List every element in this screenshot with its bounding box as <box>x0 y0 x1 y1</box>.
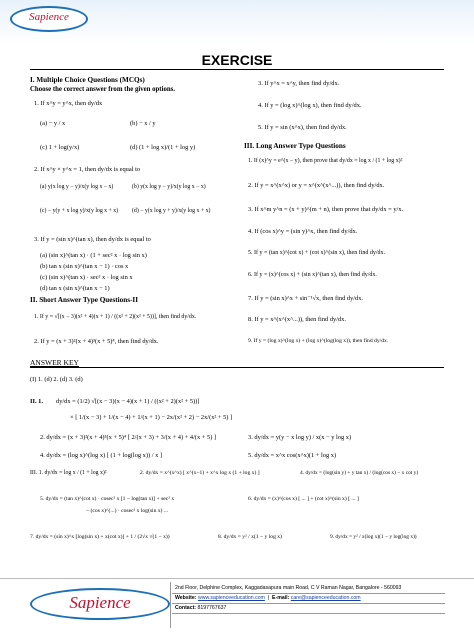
answer-key-iii-8: 8. dy/dx = y² / x(1 − y log x) <box>218 534 282 540</box>
long-answer-q1: 1. If (x)^y = e^(x − y), then prove that dy/dx = log x / (1 + log x)² <box>248 158 403 164</box>
sapience-logo <box>10 6 88 32</box>
answer-key-iii-1: III. 1. dy/dx = log x / (1 + log x)² <box>30 470 107 476</box>
mcq-q3-option-b: (b) tan x (sin x)^(tan x − 1) · cos x <box>40 263 129 270</box>
long-answer-q8: 8. If y = x^(x^(x^...)), then find dy/dx. <box>248 316 346 323</box>
mcq-q2-option-c: (c) − y(y + x log y)/x(y log x + x) <box>40 208 119 214</box>
mcq-q3-option-d: (d) tan x (sin x)^(tan x − 1) <box>40 285 110 292</box>
answer-key-ii-3: 3. dy/dx = y(y − x log y) / x(x − y log x) <box>248 434 352 441</box>
answer-key-rule <box>30 367 444 368</box>
mcq-q2-option-a: (a) y(x log y − y)/x(y log x − x) <box>40 184 114 190</box>
short-answer-q2: 2. If y = (x + 3)²(x + 4)³(x + 5)⁴, then find dy/dx. <box>34 338 159 345</box>
mcq-q1-option-c: (c) 1 + log(y/x) <box>40 144 80 151</box>
mcq-q1-option-a: (a) − y / x <box>40 120 66 127</box>
short-answer-q1: 1. If y = √[(x − 3)(x² + 4)(x + 1) / ((x² + 2)(x² + 5))], then find dy/dx. <box>34 314 197 320</box>
long-answer-q3: 3. If x^m y^n = (x + y)^(m + n), then prove that dy/dx = y/x. <box>248 206 404 213</box>
contact-label: Contact: <box>175 605 197 611</box>
mcq-q1-option-b: (b) − x / y <box>130 120 156 127</box>
answer-key-iii-4: 4. dy/dx = (log(sin y) + y tan x) / (log(cos x) − x cot y) <box>300 470 419 476</box>
mcq-q1: 1. If x^y = y^x, then dy/dx <box>34 100 103 107</box>
answer-key-heading: ANSWER KEY <box>30 358 79 367</box>
mcq-q2: 2. If x^y × y^x = 1, then dy/dx is equal to <box>34 166 141 173</box>
footer-contact-row <box>172 604 445 614</box>
footer-logo-text: Sapience <box>69 593 131 612</box>
short-answer-q3: 3. If y^x = x^y, then find dy/dx. <box>258 80 340 87</box>
answer-key-ii-1-line2: × [ 1/(x − 3) + 1/(x − 4) + 1/(x + 1) − 2x/(x² + 2) − 2x/(x² + 5) ] <box>70 414 233 421</box>
answer-key-ii-5: 5. dy/dx = x^x cos(x^x)(1 + log x) <box>248 452 337 459</box>
title-rule <box>30 69 444 70</box>
page-title: EXERCISE <box>201 52 273 68</box>
mcq-q3-option-c: (c) (sin x)^(tan x) · sec² x · log sin x <box>40 274 133 281</box>
mcq-heading: I. Multiple Choice Questions (MCQs) <box>30 76 145 84</box>
short-answer-q4: 4. If y = (log x)^(log x), then find dy/dx. <box>258 102 362 109</box>
footer-address: 2nd Floor, Delphine Complex, Kaggadasapura main Road, C V Raman Nagar, Bangalore - 560093 <box>172 584 445 594</box>
short-answer-q5: 5. If y = sin (x^x), then find dy/dx. <box>258 124 347 131</box>
logo-text: Sapience <box>29 11 69 23</box>
answer-key-iii-2: 2. dy/dx = x^(x^x) [ x^(x−1) + x^x log x (1 + log x) ] <box>140 470 260 476</box>
long-answer-q4: 4. If (cos x)^y = (sin y)^x, then find dy/dx. <box>248 228 358 235</box>
short-answer-heading: II. Short Answer Type Questions-II <box>30 296 139 304</box>
mcq-q3: 3. If y = (sin x)^(tan x), then dy/dx is equal to <box>34 236 151 243</box>
answer-key-ii-2: 2. dy/dx = (x + 3)²(x + 4)³(x + 5)⁴ [ 2/(x + 3) + 3/(x + 4) + 4/(x + 5) ] <box>40 434 217 441</box>
mcq-q2-option-d: (d) − y(x log y + y)/x(y log x + x) <box>132 208 211 214</box>
contact-number: 8197767637 <box>197 605 227 611</box>
sapience-footer-logo <box>30 588 170 620</box>
answer-key-iii-6: 6. dy/dx = (x)^(cos x) [ ... ] + (cot x)^(sin x) [ ... ] <box>248 496 359 502</box>
website-label: Website: <box>175 595 197 601</box>
long-answer-q5: 5. If y = (tan x)^(cot x) + (cot x)^(sin x), then find dy/dx. <box>248 250 386 256</box>
mcq-q3-option-a: (a) (sin x)^(tan x) · (1 + sec² x · log sin x) <box>40 252 147 259</box>
mcq-q2-option-b: (b) y(x log y − y)/x(y log x − x) <box>132 184 206 190</box>
long-answer-q9: 9. If y = (log x)^(log x) + (log x)^(log(log x)), then find dy/dx. <box>248 338 389 344</box>
long-answer-q2: 2. If y = x^(x^x) or y = x^(x^(x^...)), then find dy/dx. <box>248 182 385 189</box>
answer-key-ii-1-line1: dy/dx = (1/2) √[(x − 3)(x − 4)(x + 1) / ((x² + 2)(x² + 5))] <box>56 398 200 405</box>
answer-key-iii-5a: 5. dy/dx = (tan x)^(cot x) · cosec² x [1 − log(tan x)] + sec² x <box>40 496 175 502</box>
answer-key-iii-5b: − (cos x)^(...) · cosec² x log(sin x) ... <box>86 508 169 514</box>
email-link[interactable]: care@sapienceeducation.com <box>290 595 361 601</box>
footer-divider <box>170 582 171 628</box>
long-answer-q6: 6. If y = (x)^(cos x) + (sin x)^(tan x), then find dy/dx. <box>248 272 377 278</box>
answer-key-iii-7: 7. dy/dx = (sin x)^x [log(sin x) + x(cot x)] + 1 / (2√x √(1 − x)) <box>30 534 170 540</box>
footer-web-row: Website: www.sapienceeducation.com | E-mail: care@sapienceeducation.com <box>172 594 445 604</box>
answer-key-ii-4: 4. dy/dx = (log x)^(log x) [ (1 + log(log x)) / x ] <box>40 452 163 459</box>
answer-key-mcq: (I) 1. (d) 2. (d) 3. (d) <box>30 376 83 383</box>
answer-key-ii-1-label: II. 1. <box>30 398 43 405</box>
website-link[interactable]: www.sapienceeducation.com <box>197 595 265 601</box>
mcq-q1-option-d: (d) (1 + log x)/(1 + log y) <box>130 144 196 151</box>
answer-key-iii-9: 9. dy/dx = y² / x(log x)(1 − y log(log x)) <box>330 534 417 540</box>
email-label: E-mail: <box>272 595 290 601</box>
long-answer-q7: 7. If y = (sin x)^x + sin⁻¹√x, then find dy/dx. <box>248 295 364 302</box>
mcq-instruction: Choose the correct answer from the given options. <box>30 86 175 93</box>
long-answer-heading: III. Long Answer Type Questions <box>244 142 346 150</box>
